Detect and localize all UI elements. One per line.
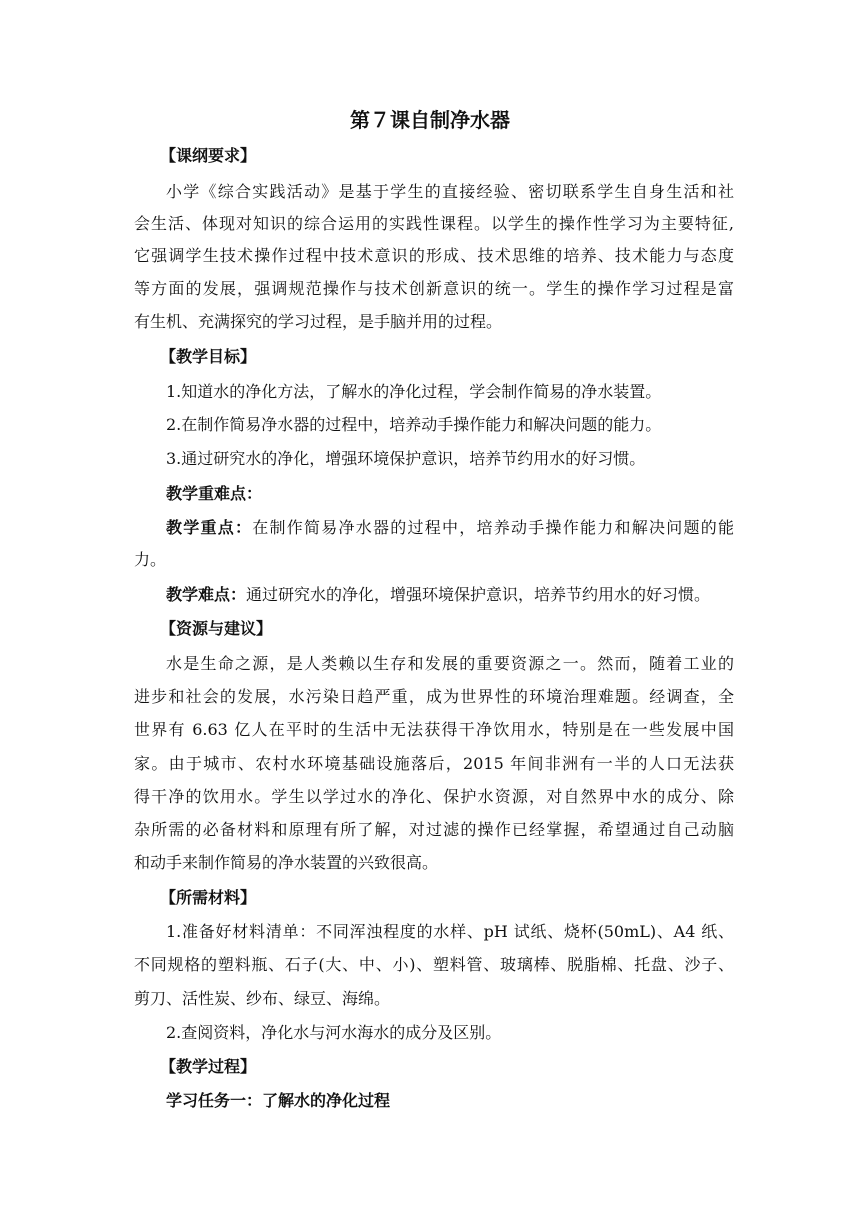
keypoints-heading: 教学重难点： [166, 484, 263, 503]
materials-line: 1.准备好材料清单：不同浑浊程度的水样、pH 试纸、烧杯(50mL)、A4 纸、 [166, 922, 734, 941]
syllabus-line: 有生机、充满探究的学习过程，是手脑并用的过程。 [134, 312, 503, 331]
resources-line: 进步和社会的发展，水污染日趋严重，成为世界性的环境治理难题。经调查，全 [134, 687, 734, 706]
key-point-line: 力。 [134, 550, 167, 569]
task-heading: 学习任务一：了解水的净化过程 [166, 1091, 391, 1110]
resources-line: 杂所需的必备材料和原理有所了解，对过滤的操作已经掌握，希望通过自己动脑 [134, 820, 734, 839]
resources-heading: 【资源与建议】 [160, 619, 273, 638]
materials-heading: 【所需材料】 [160, 888, 257, 907]
difficult-point-line [166, 585, 734, 605]
syllabus-line: 它强调学生技术操作过程中技术意识的形成、技术思维的培养、技术能力与态度 [134, 246, 734, 265]
key-point-line [166, 518, 734, 538]
key-point-label: 教学重点： [166, 518, 253, 537]
resources-line: 家。由于城市、农村水环境基础设施落后，2015 年间非洲有一半的人口无法获 [134, 754, 734, 773]
lesson-title: 第７课自制净水器 [350, 108, 510, 132]
resources-line: 和动手来制作简易的净水装置的兴致很高。 [134, 853, 439, 872]
syllabus-line: 等方面的发展，强调规范操作与技术创新意识的统一。学生的操作学习过程是富 [134, 279, 734, 298]
materials-line: 不同规格的塑料瓶、石子(大、中、小)、塑料管、玻璃棒、脱脂棉、托盘、沙子、 [134, 955, 734, 974]
goal-item: 1.知道水的净化方法，了解水的净化过程，学会制作简易的净水装置。 [166, 382, 662, 401]
materials-line: 剪刀、活性炭、纱布、绿豆、海绵。 [134, 989, 391, 1008]
key-point-text: 在制作简易净水器的过程中，培养动手操作能力和解决问题的能 [252, 518, 734, 537]
goal-item: 2.在制作简易净水器的过程中，培养动手操作能力和解决问题的能力。 [166, 415, 662, 434]
goals-heading: 【教学目标】 [160, 347, 257, 366]
syllabus-line: 会生活、体现对知识的综合运用的实践性课程。以学生的操作性学习为主要特征, [134, 214, 734, 233]
syllabus-line: 小学《综合实践活动》是基于学生的直接经验、密切联系学生自身生活和社 [166, 182, 734, 201]
difficult-point-label: 教学难点： [166, 585, 247, 604]
syllabus-heading: 【课纲要求】 [160, 146, 257, 165]
resources-line: 得干净的饮用水。学生以学过水的净化、保护水资源，对自然界中水的成分、除 [134, 787, 734, 806]
resources-line: 世界有 6.63 亿人在平时的生活中无法获得干净饮用水，特别是在一些发展中国 [134, 720, 734, 739]
goal-item: 3.通过研究水的净化，增强环境保护意识，培养节约用水的好习惯。 [166, 449, 646, 468]
materials-line: 2.查阅资料，净化水与河水海水的成分及区别。 [166, 1023, 502, 1042]
process-heading: 【教学过程】 [160, 1057, 257, 1076]
resources-line: 水是生命之源，是人类赖以生存和发展的重要资源之一。然而，随着工业的 [166, 654, 734, 673]
difficult-point-text: 通过研究水的净化，增强环境保护意识，培养节约用水的好习惯。 [246, 585, 711, 604]
